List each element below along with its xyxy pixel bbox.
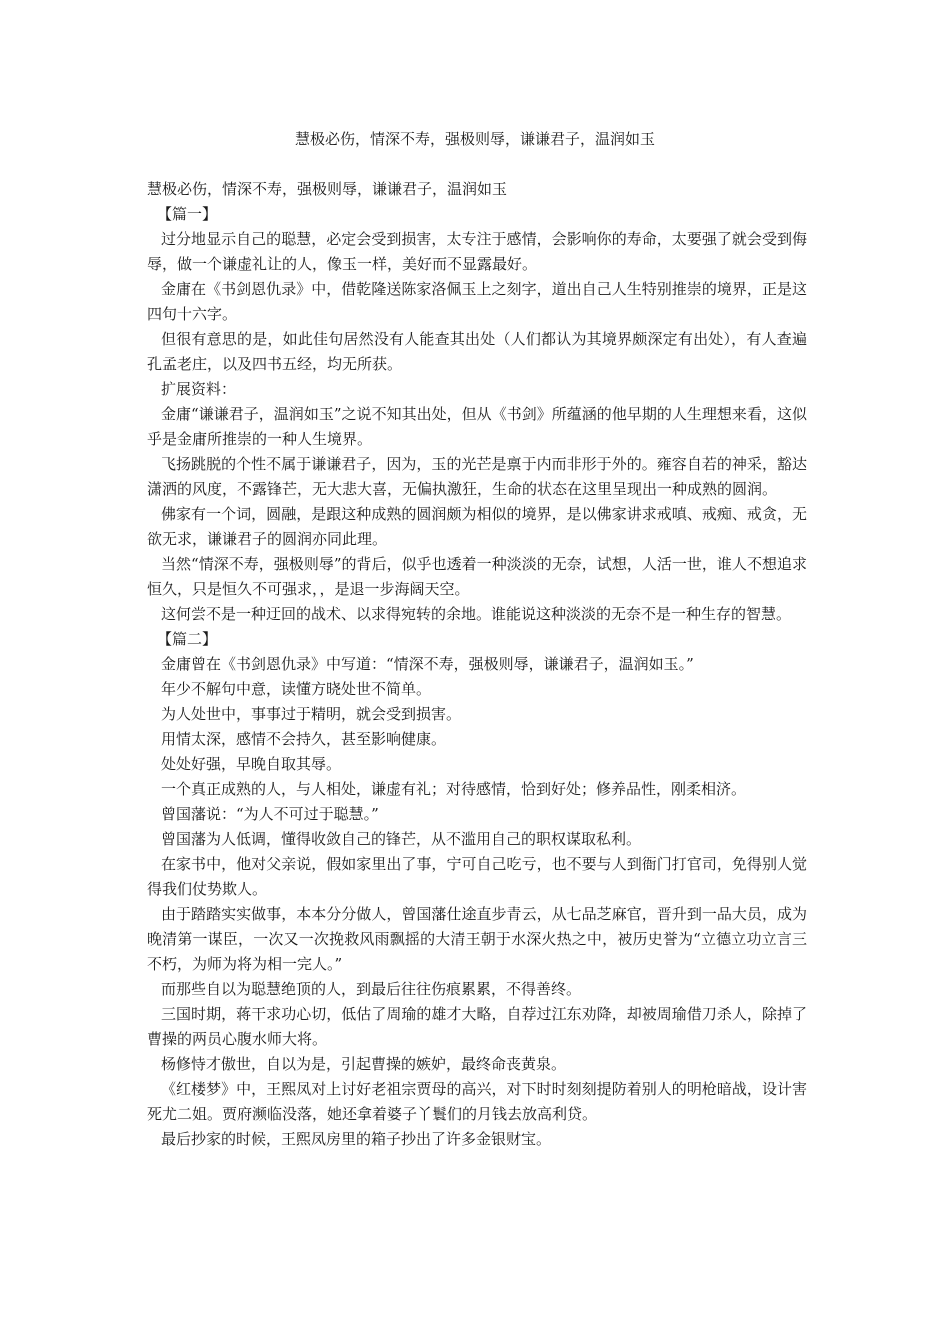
paragraph: 用情太深，感情不会持久，甚至影响健康。: [161, 730, 447, 748]
paragraph: 金庸“谦谦君子，温润如玉”之说不知其出处，但从《书剑》所蕴涵的他早期的人生理想来看，这似乎是金庸所推崇的一种人生境界。: [147, 405, 807, 448]
paragraph: 飞扬跳脱的个性不属于谦谦君子，因为，玉的光芒是禀于内而非形于外的。雍容自若的神采，豁达潇洒的风度，不露锋芒，无大悲大喜，无偏执激狂，生命的状态在这里呈现出一种成熟的圆润。: [147, 455, 807, 498]
paragraph: 杨修恃才傲世，自以为是，引起曹操的嫉妒，最终命丧黄泉。: [161, 1055, 567, 1073]
paragraph: 这何尝不是一种迂回的战术、以求得宛转的余地。谁能说这种淡淡的无奈不是一种生存的智慧。: [161, 605, 792, 623]
document-body: [147, 177, 807, 1152]
subtitle-paragraph: 慧极必伤，情深不寿，强极则辱，谦谦君子，温润如玉: [147, 180, 508, 198]
section-heading: 【篇二】: [157, 630, 218, 648]
paragraph: 为人处世中，事事过于精明，就会受到损害。: [161, 705, 462, 723]
paragraph: 但很有意思的是，如此佳句居然没有人能查其出处（人们都认为其境界颇深定有出处），有人查遍孔孟老庄，以及四书五经，均无所获。: [147, 330, 807, 373]
paragraph: 金庸曾在《书剑恩仇录》中写道：“情深不寿，强极则辱，谦谦君子，温润如玉。”: [161, 655, 694, 673]
paragraph: 三国时期，蒋干求功心切，低估了周瑜的雄才大略，自荐过江东劝降，却被周瑜借刀杀人，除掉了曹操的两员心腹水师大将。: [147, 1005, 807, 1048]
paragraph: 一个真正成熟的人，与人相处，谦虚有礼；对待感情，恰到好处；修养品性，刚柔相济。: [161, 780, 747, 798]
paragraph: 过分地显示自己的聪慧，必定会受到损害，太专注于感情，会影响你的寿命，太要强了就会受到侮辱，做一个谦虚礼让的人，像玉一样，美好而不显露最好。: [147, 230, 807, 273]
paragraph: 曾国藩为人低调，懂得收敛自己的锋芒，从不滥用自己的职权谋取私利。: [161, 830, 642, 848]
paragraph: 年少不解句中意，读懂方晓处世不简单。: [161, 680, 432, 698]
paragraph: 《红楼梦》中，王熙凤对上讨好老祖宗贾母的高兴，对下时时刻刻提防着别人的明枪暗战，设计害死尤二姐。贾府濒临没落，她还拿着婆子丫鬟们的月钱去放高利贷。: [147, 1080, 807, 1123]
section-heading: 【篇一】: [157, 205, 218, 223]
paragraph: 处处好强，早晚自取其辱。: [161, 755, 342, 773]
paragraph: 由于踏踏实实做事，本本分分做人，曾国藩仕途直步青云，从七品芝麻官，晋升到一品大员，成为晚清第一谋臣，一次又一次挽救风雨飘摇的大清王朝于水深火热之中，被历史誉为“立德立功立言三不朽，为师为将为相一完人。”: [147, 905, 807, 973]
paragraph: 在家书中，他对父亲说，假如家里出了事，宁可自己吃亏，也不要与人到衙门打官司，免得别人觉得我们仗势欺人。: [147, 855, 807, 898]
paragraph: 而那些自以为聪慧绝顶的人，到最后往往伤痕累累，不得善终。: [161, 980, 582, 998]
paragraph: 最后抄家的时候，王熙凤房里的箱子抄出了许多金银财宝。: [161, 1130, 552, 1148]
paragraph: 金庸在《书剑恩仇录》中，借乾隆送陈家洛佩玉上之刻字，道出自己人生特别推崇的境界，正是这四句十六字。: [147, 280, 807, 323]
paragraph: 当然“情深不寿，强极则辱”的背后，似乎也透着一种淡淡的无奈，试想，人活一世，谁人不想追求恒久，只是恒久不可强求，，是退一步海阔天空。: [147, 555, 807, 598]
paragraph: 佛家有一个词，圆融，是跟这种成熟的圆润颇为相似的境界，是以佛家讲求戒嗔、戒痴、戒贪，无欲无求，谦谦君子的圆润亦同此理。: [147, 505, 807, 548]
paragraph: 扩展资料：: [161, 380, 237, 398]
page-title: 慧极必伤，情深不寿，强极则辱，谦谦君子，温润如玉: [294, 130, 655, 148]
paragraph: 曾国藩说：“为人不可过于聪慧。”: [161, 805, 379, 823]
